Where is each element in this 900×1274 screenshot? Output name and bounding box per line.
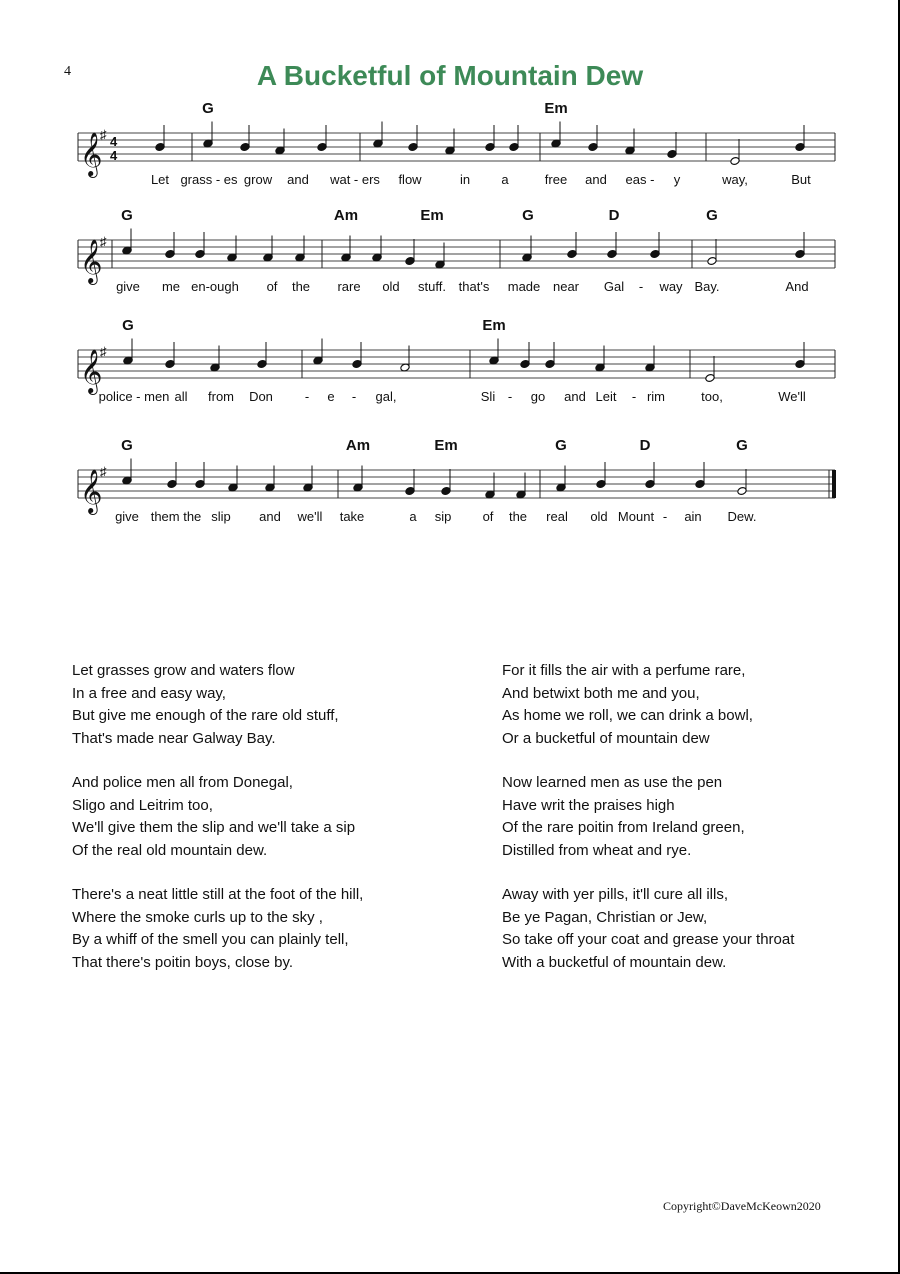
lyric-syllable: that's xyxy=(458,279,490,294)
lyric-syllable: them the xyxy=(150,509,202,524)
treble-clef: 𝄞 xyxy=(80,351,103,393)
lyric-syllable: of xyxy=(266,279,278,294)
lyric-syllable: Sli xyxy=(480,389,496,404)
chord-symbol: Am xyxy=(345,437,371,454)
verse-line: And police men all from Donegal, xyxy=(72,774,293,791)
verse-line: Or a bucketful of mountain dew xyxy=(502,729,710,747)
final-barline-thick xyxy=(832,470,836,498)
lyric-syllable: But xyxy=(791,172,811,187)
lyric-syllable: - xyxy=(631,389,637,404)
lyric-syllable: police - men xyxy=(98,389,170,404)
lyric-syllable: Let xyxy=(150,172,170,187)
lyric-syllable: the xyxy=(291,279,311,294)
lyric-syllable: made xyxy=(507,279,541,294)
lyric-syllable: Gal xyxy=(603,279,625,294)
copyright-notice: Copyright©DaveMcKeown2020 xyxy=(663,1199,821,1213)
chord-symbol: Em xyxy=(482,317,506,334)
lyric-syllable: - xyxy=(304,389,310,404)
lyric-syllable: - xyxy=(662,509,668,524)
chord-symbol: Em xyxy=(434,437,458,454)
verse-line: Have writ the praises high xyxy=(502,796,675,814)
lyric-syllable: gal, xyxy=(375,389,397,404)
key-sharp: ♯ xyxy=(100,464,107,479)
staff-system xyxy=(78,100,835,187)
lyric-syllable: en-ough xyxy=(191,279,239,294)
lyric-syllable: from xyxy=(208,389,234,404)
lyric-syllable: way xyxy=(659,279,683,294)
chord-symbol: D xyxy=(639,437,651,454)
lyric-syllable: give xyxy=(115,509,139,524)
time-signature-bottom: 4 xyxy=(110,148,118,163)
chord-symbol: G xyxy=(121,207,133,224)
verse-line: With a bucketful of mountain dew. xyxy=(502,953,727,971)
song-title: A Bucketful of Mountain Dew xyxy=(256,60,644,91)
lyric-syllable: Mount xyxy=(617,509,655,524)
chord-symbol: G xyxy=(736,437,748,454)
verse-line: Where the smoke curls up to the sky , xyxy=(72,908,323,926)
lyric-syllable: Leit xyxy=(595,389,617,404)
treble-clef: 𝄞 xyxy=(80,471,103,513)
lyric-syllable: ain xyxy=(684,509,702,524)
lyric-syllable: me xyxy=(161,279,181,294)
chord-symbol: G xyxy=(522,207,534,224)
verse-line: That there's poitin boys, close by. xyxy=(72,953,294,971)
verse-stanza xyxy=(502,772,882,862)
lyric-syllable: - xyxy=(507,389,513,404)
lyric-syllable: - xyxy=(351,389,357,404)
verse-line: Of the rare poitin from Ireland green, xyxy=(502,819,745,836)
lyric-syllable: y xyxy=(673,172,681,187)
lyric-syllable: and xyxy=(287,172,309,187)
lyric-syllable: free xyxy=(544,172,568,187)
lyric-syllable: give xyxy=(116,279,140,294)
lyric-syllable: we'll xyxy=(297,509,323,524)
verse-line: There's a neat little still at the foot of the hill, xyxy=(72,886,364,903)
lyric-syllable: grow xyxy=(243,172,273,187)
lyric-syllable: We'll xyxy=(778,389,806,404)
verse-line: Distilled from wheat and rye. xyxy=(502,841,692,859)
verse-stanza xyxy=(502,660,882,750)
key-sharp: ♯ xyxy=(100,127,107,142)
verse-line: Away with yer pills, it'll cure all ills, xyxy=(502,886,728,903)
lyric-syllable: e xyxy=(327,389,335,404)
verse-stanza xyxy=(72,884,452,974)
lyric-syllable: sip xyxy=(434,509,452,524)
lyric-syllable: way, xyxy=(722,172,748,187)
verse-line: For it fills the air with a perfume rare, xyxy=(502,662,746,679)
verse-column-right xyxy=(502,660,882,996)
verse-line: Let grasses grow and waters flow xyxy=(72,662,295,679)
verse-line: By a whiff of the smell you can plainly tell, xyxy=(72,931,349,948)
verse-line: As home we roll, we can drink a bowl, xyxy=(502,707,753,724)
verse-stanza xyxy=(72,660,452,750)
verse-line: We'll give them the slip and we'll take a sip xyxy=(72,819,356,836)
verse-line: But give me enough of the rare old stuff, xyxy=(72,707,339,724)
page-number: 4 xyxy=(64,64,71,79)
lyric-syllable: stuff. xyxy=(418,279,446,294)
key-sharp: ♯ xyxy=(100,344,107,359)
staff-system xyxy=(78,437,836,524)
chord-symbol: Am xyxy=(333,207,359,224)
lyric-syllable: grass - es xyxy=(180,172,238,187)
lyric-syllable: in xyxy=(459,172,471,187)
lyric-syllable: Bay. xyxy=(694,279,720,294)
lyric-syllable: Dew. xyxy=(727,509,757,524)
lyric-syllable: rare xyxy=(337,279,361,294)
verse-stanza xyxy=(502,884,882,974)
staff-system xyxy=(78,207,835,294)
chord-symbol: Em xyxy=(420,207,444,224)
lyric-syllable: take xyxy=(339,509,365,524)
lyric-syllable: and xyxy=(564,389,586,404)
lyric-syllable: all xyxy=(174,389,188,404)
chord-symbol: G xyxy=(202,100,214,117)
verse-line: So take off your coat and grease your throat xyxy=(502,931,795,948)
verse-line: Of the real old mountain dew. xyxy=(72,841,268,859)
lyric-syllable: slip xyxy=(211,509,231,524)
lyric-syllable: - xyxy=(638,279,644,294)
chord-symbol: G xyxy=(706,207,718,224)
verse-line: Be ye Pagan, Christian or Jew, xyxy=(502,908,708,926)
lyric-syllable: old xyxy=(590,509,608,524)
lyric-syllable: go xyxy=(530,389,546,404)
lyric-syllable: of xyxy=(482,509,494,524)
lyric-syllable: And xyxy=(785,279,809,294)
chord-symbol: D xyxy=(608,207,620,224)
treble-clef: 𝄞 xyxy=(80,134,103,176)
lyric-syllable: and xyxy=(585,172,607,187)
chord-symbol: G xyxy=(122,317,134,334)
staff-system xyxy=(78,317,835,404)
lyric-syllable: old xyxy=(382,279,400,294)
chord-symbol: Em xyxy=(544,100,568,117)
key-sharp: ♯ xyxy=(100,234,107,249)
treble-clef: 𝄞 xyxy=(80,241,103,283)
lyric-syllable: the xyxy=(508,509,528,524)
lyric-syllable: and xyxy=(259,509,281,524)
lyric-syllable: rim xyxy=(646,389,666,404)
verse-line: In a free and easy way, xyxy=(72,684,226,702)
lyric-syllable: Don xyxy=(249,389,273,404)
lyric-syllable: too, xyxy=(701,389,723,404)
sheet-music xyxy=(0,0,900,560)
time-signature-top: 4 xyxy=(110,134,118,149)
verse-line: Sligo and Leitrim too, xyxy=(72,796,213,814)
verse-stanza xyxy=(72,772,452,862)
lyric-syllable: a xyxy=(501,172,509,187)
lyric-syllable: near xyxy=(552,279,580,294)
verse-column-left xyxy=(72,660,452,996)
lyric-syllable: a xyxy=(409,509,417,524)
lyric-syllable: flow xyxy=(398,172,422,187)
verse-line: Now learned men as use the pen xyxy=(502,774,723,791)
chord-symbol: G xyxy=(121,437,133,454)
chord-symbol: G xyxy=(555,437,567,454)
lyric-syllable: eas - xyxy=(625,172,655,187)
verse-line: And betwixt both me and you, xyxy=(502,684,700,702)
lyric-syllable: real xyxy=(546,509,568,524)
verse-line: That's made near Galway Bay. xyxy=(72,729,276,747)
lyric-syllable: wat - ers xyxy=(330,172,380,187)
